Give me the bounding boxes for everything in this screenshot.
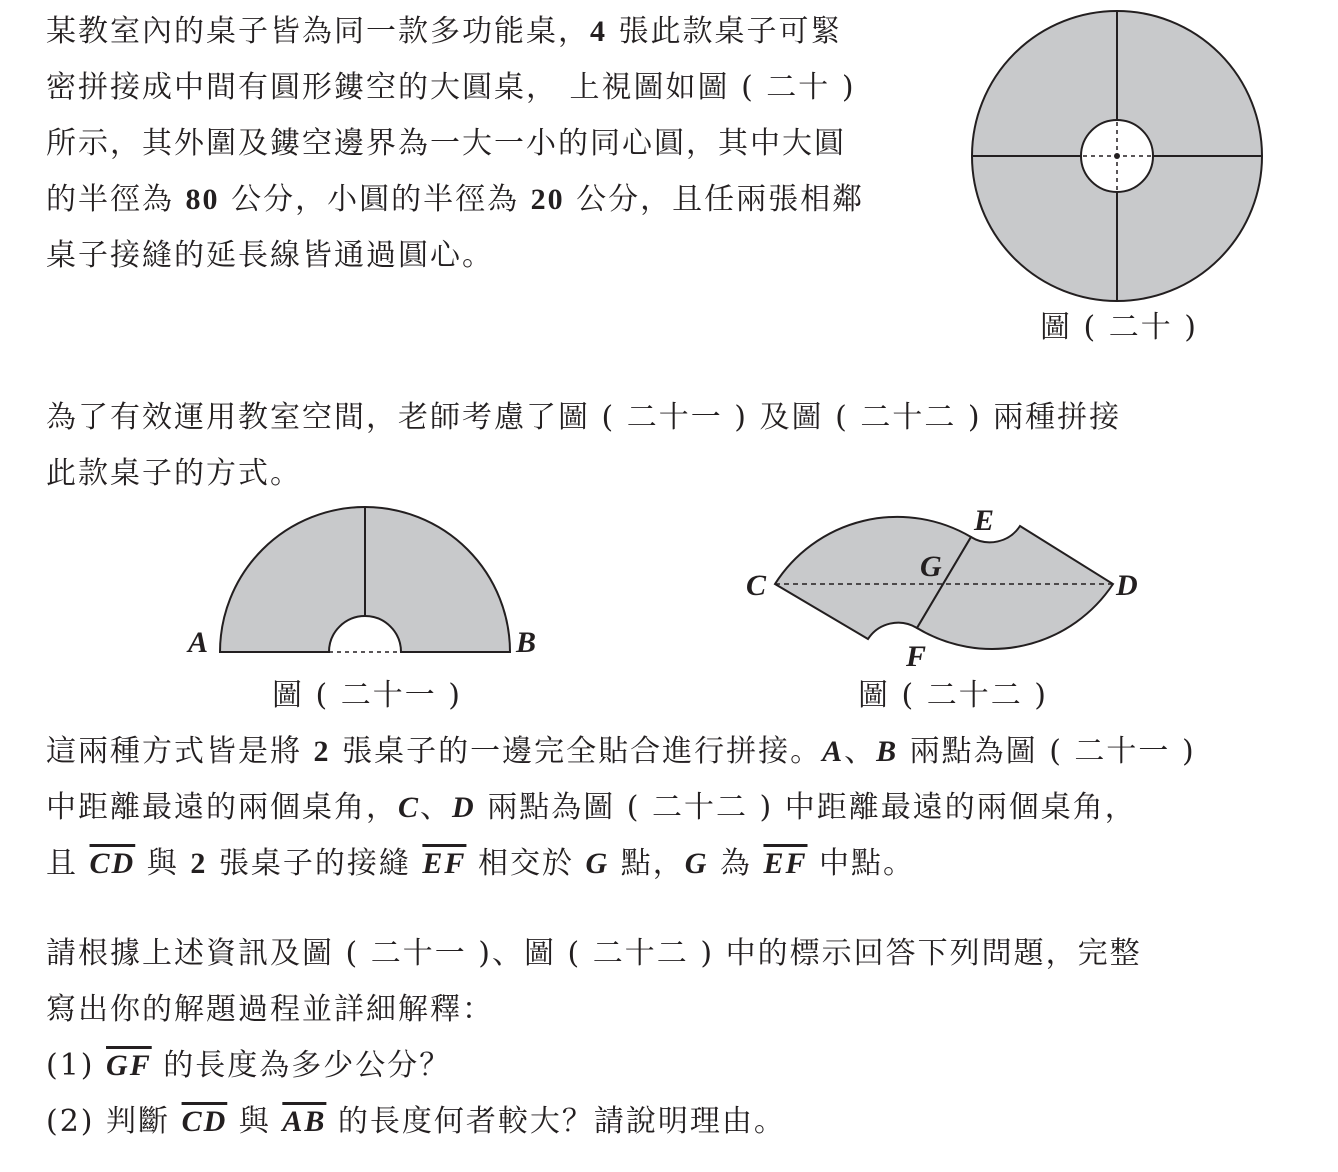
figure-21 (180, 500, 550, 670)
center-point (1114, 153, 1120, 159)
figure-20-caption: 圖 ( 二十 ) (1040, 310, 1199, 345)
para2-line-1: 為了有效運用教室空間，老師考慮了圖 ( 二十一 ) 及圖 ( 二十二 ) 兩種拼接 (46, 400, 1122, 435)
intro-line-5: 桌子接縫的延長線皆通過圓心。 (46, 238, 494, 273)
label-e: E (974, 504, 995, 537)
figure-20 (960, 0, 1280, 310)
figure-22-caption: 圖 ( 二十二 ) (858, 678, 1049, 713)
label-f: F (906, 640, 927, 673)
questions-line-2: 寫出你的解題過程並詳細解釋： (46, 992, 494, 1027)
question-1: (1) $\overline{GF}$ 的長度為多少公分？ (46, 1048, 452, 1083)
figure-22 (740, 498, 1150, 678)
label-b: B (516, 626, 537, 659)
label-a: A (188, 626, 209, 659)
intro-line-4: 的半徑為 80 公分，小圓的半徑為 20 公分，且任兩張相鄰 (46, 182, 865, 217)
question-2: (2) 判斷 $\overline{CD}$ 與 $\overline{AB}$ 的長度何者較大？請說明理由。 (46, 1104, 786, 1139)
label-g: G (920, 550, 942, 583)
intro-line-2: 密拼接成中間有圓形鏤空的大圓桌， 上視圖如圖 ( 二十 ) (46, 70, 856, 105)
intro-line-3: 所示，其外圍及鏤空邊界為一大一小的同心圓，其中大圓 (46, 126, 846, 161)
para2-line-2: 此款桌子的方式。 (46, 456, 302, 491)
intro-line-1: 某教室內的桌子皆為同一款多功能桌，4 張此款桌子可緊 (46, 14, 843, 49)
para3-line-1: 這兩種方式皆是將 2 張桌子的一邊完全貼合進行拼接。A、B 兩點為圖 ( 二十一 ) (46, 734, 1196, 769)
figure-21-caption: 圖 ( 二十一 ) (272, 678, 463, 713)
para3-line-2: 中距離最遠的兩個桌角，C、D 兩點為圖 ( 二十二 ) 中距離最遠的兩個桌角， (46, 790, 1137, 825)
label-d: D (1116, 569, 1138, 602)
label-c: C (746, 569, 767, 602)
questions-line-1: 請根據上述資訊及圖 ( 二十一 )、圖 ( 二十二 ) 中的標示回答下列問題，完整 (46, 936, 1142, 971)
para3-line-3: 且 $\overline{CD}$ 與 2 張桌子的接縫 $\overline{EF}$ 相交於 G 點，G 為 $\overline{EF}$ 中點。 (46, 846, 916, 881)
